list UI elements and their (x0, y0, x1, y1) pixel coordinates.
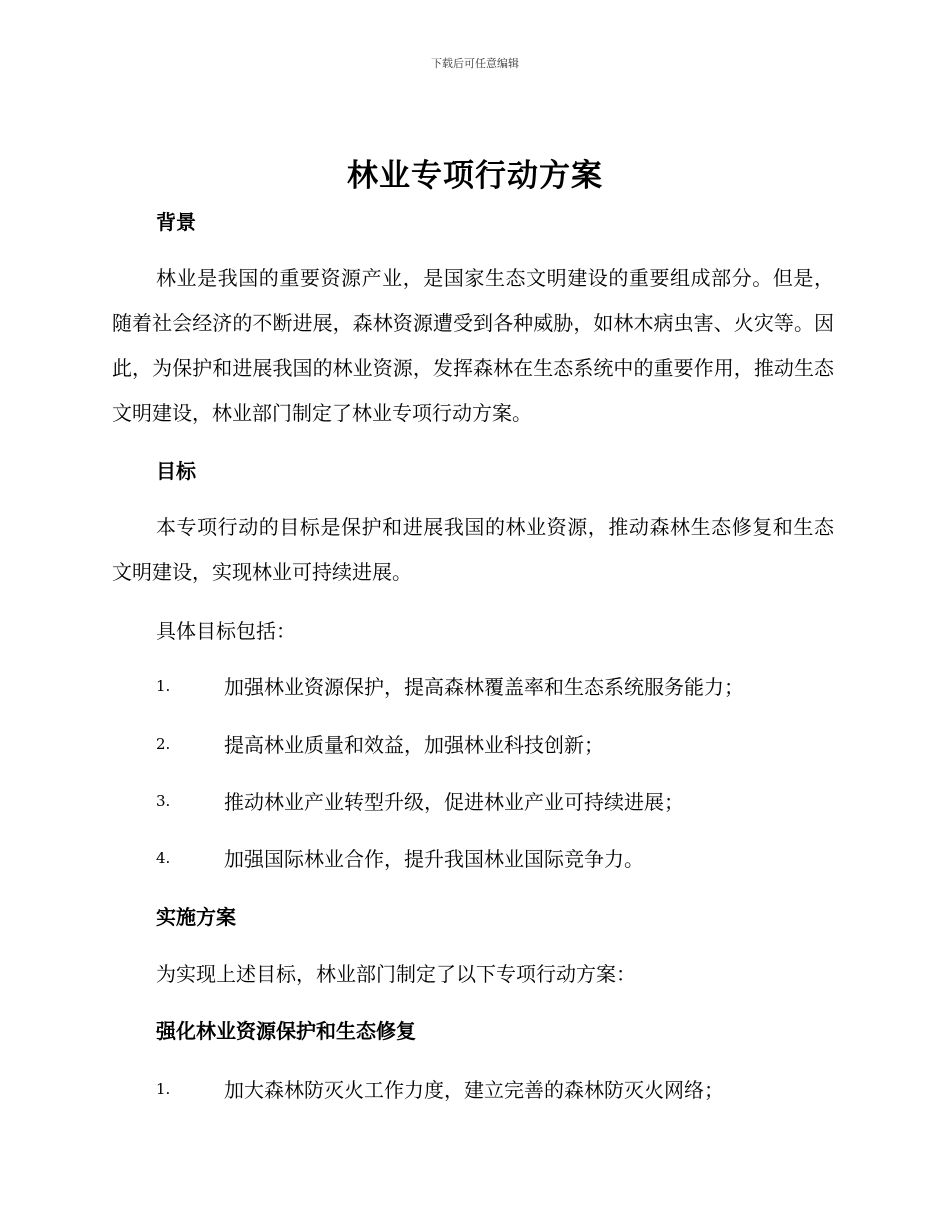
list-item-text: 提高林业质量和效益，加强林业科技创新； (224, 733, 604, 757)
list-item-number: 1. (156, 677, 171, 695)
goals-intro: 具体目标包括： (156, 619, 296, 643)
list-item-text: 加大森林防灭火工作力度，建立完善的森林防灭火网络； (224, 1078, 724, 1102)
goals-paragraph: 本专项行动的目标是保护和进展我国的林业资源，推动森林生态修复和生态文明建设，实现林业可持续进展。 (112, 515, 834, 584)
list-item-number: 4. (156, 849, 171, 867)
list-item-text: 加强林业资源保护，提高森林覆盖率和生态系统服务能力； (224, 675, 744, 699)
section-heading-plan: 实施方案 (156, 905, 236, 929)
section-heading-background: 背景 (156, 210, 196, 234)
plan-subheading: 强化林业资源保护和生态修复 (156, 1019, 416, 1043)
list-item-text: 推动林业产业转型升级，促进林业产业可持续进展； (224, 790, 684, 814)
list-item-number: 1. (156, 1080, 171, 1098)
list-item-text: 加强国际林业合作，提升我国林业国际竞争力。 (224, 847, 644, 871)
list-item-number: 2. (156, 735, 171, 753)
section-heading-goals: 目标 (156, 459, 196, 483)
plan-intro: 为实现上述目标，林业部门制定了以下专项行动方案： (156, 962, 636, 986)
page-header-note: 下载后可任意编辑 (431, 57, 519, 70)
background-paragraph: 林业是我国的重要资源产业，是国家生态文明建设的重要组成部分。但是，随着社会经济的不断进展，森林资源遭受到各种威胁，如林木病虫害、火灾等。因此，为保护和进展我国的林业资源，发挥森林在生态系统中的重要作用，推动生态文明建设，林业部门制定了林业专项行动方案。 (112, 266, 834, 425)
document-title: 林业专项行动方案 (347, 158, 603, 194)
list-item-number: 3. (156, 792, 171, 810)
